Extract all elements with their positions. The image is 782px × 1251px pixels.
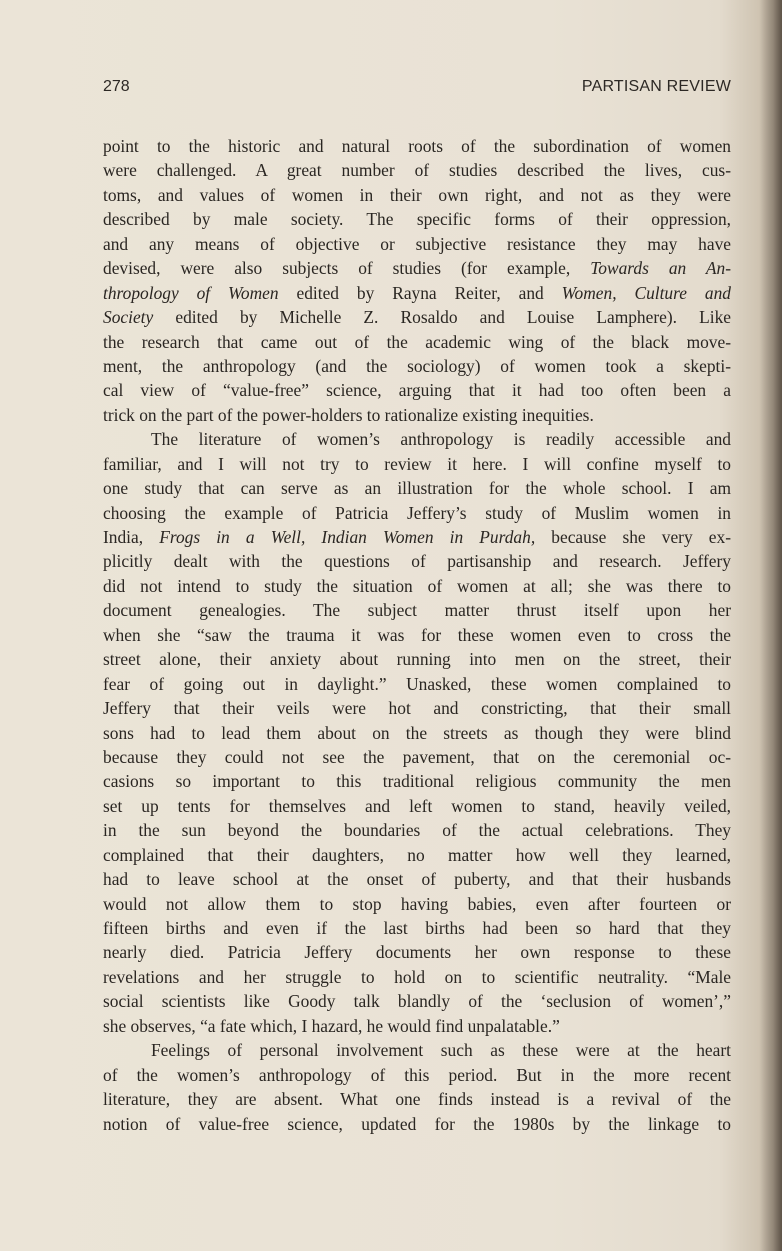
text-run: one study that can serve as an illustration for the whole school. I am: [103, 478, 731, 499]
italic-title: thropology of Women: [103, 282, 279, 303]
text-line: [103, 158, 731, 182]
text-run: literature, they are absent. What one finds instead is a revival of the: [103, 1089, 731, 1110]
text-line: [103, 892, 731, 916]
text-run: cal view of “value-free” science, arguing that it had too often been a: [103, 380, 731, 401]
text-run: sons had to lead them about on the streets as though they were blind: [103, 722, 731, 743]
page-header: [103, 78, 731, 102]
text-run: fifteen births and even if the last births had been so hard that they: [103, 918, 731, 938]
body-text: [103, 134, 731, 1136]
text-run: were challenged. A great number of studies described the lives, cus-: [103, 160, 731, 181]
text-line: [103, 721, 731, 745]
text-run: when she “saw the trauma it was for these women even to cross the: [103, 624, 731, 645]
text-run: and any means of objective or subjective resistance they may have: [103, 233, 731, 254]
italic-title: Frogs in a Well, Indian Women in Purdah,: [159, 527, 536, 547]
running-head: PARTISAN REVIEW: [581, 78, 731, 95]
text-line: [103, 476, 731, 500]
text-line: [103, 1112, 731, 1136]
text-line: [103, 818, 731, 842]
text-line: [103, 378, 731, 402]
text-run: edited by Michelle Z. Rosaldo and Louise Lamphere). Like: [153, 307, 731, 328]
text-line: [103, 549, 731, 573]
text-line: [103, 403, 731, 427]
text-run: did not intend to study the situation of women at all; she was there to: [103, 575, 731, 596]
text-run: nearly died. Patricia Jeffery documents her own response to these: [103, 942, 731, 963]
text-line: [103, 281, 731, 305]
text-line: [103, 623, 731, 647]
text-line: [103, 940, 731, 964]
text-line: [103, 525, 731, 549]
text-line: [103, 232, 731, 256]
text-run: Feelings of personal involvement such as these were at the heart: [151, 1040, 731, 1061]
text-run: because she very ex-: [535, 527, 731, 547]
text-run: plicitly dealt with the questions of partisanship and research. Jeffery: [103, 551, 731, 572]
text-line: [103, 330, 731, 354]
text-run: familiar, and I will not try to review it here. I will confine myself to: [103, 453, 731, 474]
text-run: document genealogies. The subject matter thrust itself upon her: [103, 600, 731, 621]
text-run: Jeffery that their veils were hot and constricting, that their small: [103, 698, 731, 719]
text-line: [103, 1063, 731, 1087]
text-run: would not allow them to stop having babies, even after fourteen or: [103, 893, 731, 914]
text-line: [103, 916, 731, 940]
text-run: casions so important to this traditional religious community the men: [103, 771, 731, 792]
text-run: trick on the part of the power-holders to rationalize existing inequities.: [103, 404, 594, 425]
text-run: had to leave school at the onset of puberty, and that their husbands: [103, 869, 731, 890]
text-run: notion of value-free science, updated for the 1980s by the linkage to: [103, 1113, 731, 1134]
text-line: [103, 183, 731, 207]
text-run: street alone, their anxiety about running into men on the street, their: [103, 649, 731, 670]
text-run: she observes, “a fate which, I hazard, he would find unpalatable.”: [103, 1015, 560, 1036]
text-run: revelations and her struggle to hold on to scientific neutrality. “Male: [103, 966, 731, 987]
book-spine-shadow: [760, 0, 782, 1251]
italic-title: Women, Culture and: [561, 282, 731, 303]
text-run: of the women’s anthropology of this period. But in the more recent: [103, 1064, 731, 1085]
page-number: 278: [103, 78, 130, 95]
text-line: [103, 696, 731, 720]
text-line: [103, 134, 731, 158]
text-line: [103, 1014, 731, 1038]
text-run: described by male society. The specific forms of their oppression,: [103, 209, 731, 230]
text-run: devised, were also subjects of studies (for example,: [103, 258, 591, 279]
text-run: ment, the anthropology (and the sociology) of women took a skepti-: [103, 355, 731, 376]
text-run: point to the historic and natural roots of the subordination of women: [103, 136, 731, 156]
text-run: edited by Rayna Reiter, and: [278, 282, 562, 303]
text-line: [103, 965, 731, 989]
text-line: [103, 745, 731, 769]
text-line: [103, 647, 731, 671]
text-line: [103, 574, 731, 598]
italic-title: Society: [103, 307, 154, 328]
text-run: The literature of women’s anthropology is readily accessible and: [151, 429, 731, 450]
text-line: [103, 989, 731, 1013]
text-line: [103, 305, 731, 329]
text-line: [103, 769, 731, 793]
text-run: fear of going out in daylight.” Unasked, these women complained to: [103, 673, 731, 694]
text-run: toms, and values of women in their own right, and not as they were: [103, 184, 731, 205]
text-run: choosing the example of Patricia Jeffery’s study of Muslim women in: [103, 502, 731, 523]
text-line: [103, 452, 731, 476]
text-line: [103, 598, 731, 622]
text-run: complained that their daughters, no matter how well they learned,: [103, 844, 731, 865]
text-line: [103, 256, 731, 280]
text-line: [103, 867, 731, 891]
text-line: [103, 427, 731, 451]
italic-title: Towards an An-: [590, 258, 732, 279]
text-run: social scientists like Goody talk blandly of the ‘seclusion of women’,”: [103, 991, 731, 1012]
text-run: the research that came out of the academic wing of the black move-: [103, 331, 731, 352]
text-line: [103, 672, 731, 696]
text-line: [103, 207, 731, 231]
text-run: in the sun beyond the boundaries of the actual celebrations. They: [103, 820, 731, 841]
text-line: [103, 1038, 731, 1062]
text-run: set up tents for themselves and left women to stand, heavily veiled,: [103, 795, 731, 816]
text-line: [103, 843, 731, 867]
text-line: [103, 794, 731, 818]
text-run: India,: [103, 527, 160, 547]
text-run: because they could not see the pavement, that on the ceremonial oc-: [103, 746, 731, 767]
text-line: [103, 354, 731, 378]
text-line: [103, 1087, 731, 1111]
text-line: [103, 501, 731, 525]
